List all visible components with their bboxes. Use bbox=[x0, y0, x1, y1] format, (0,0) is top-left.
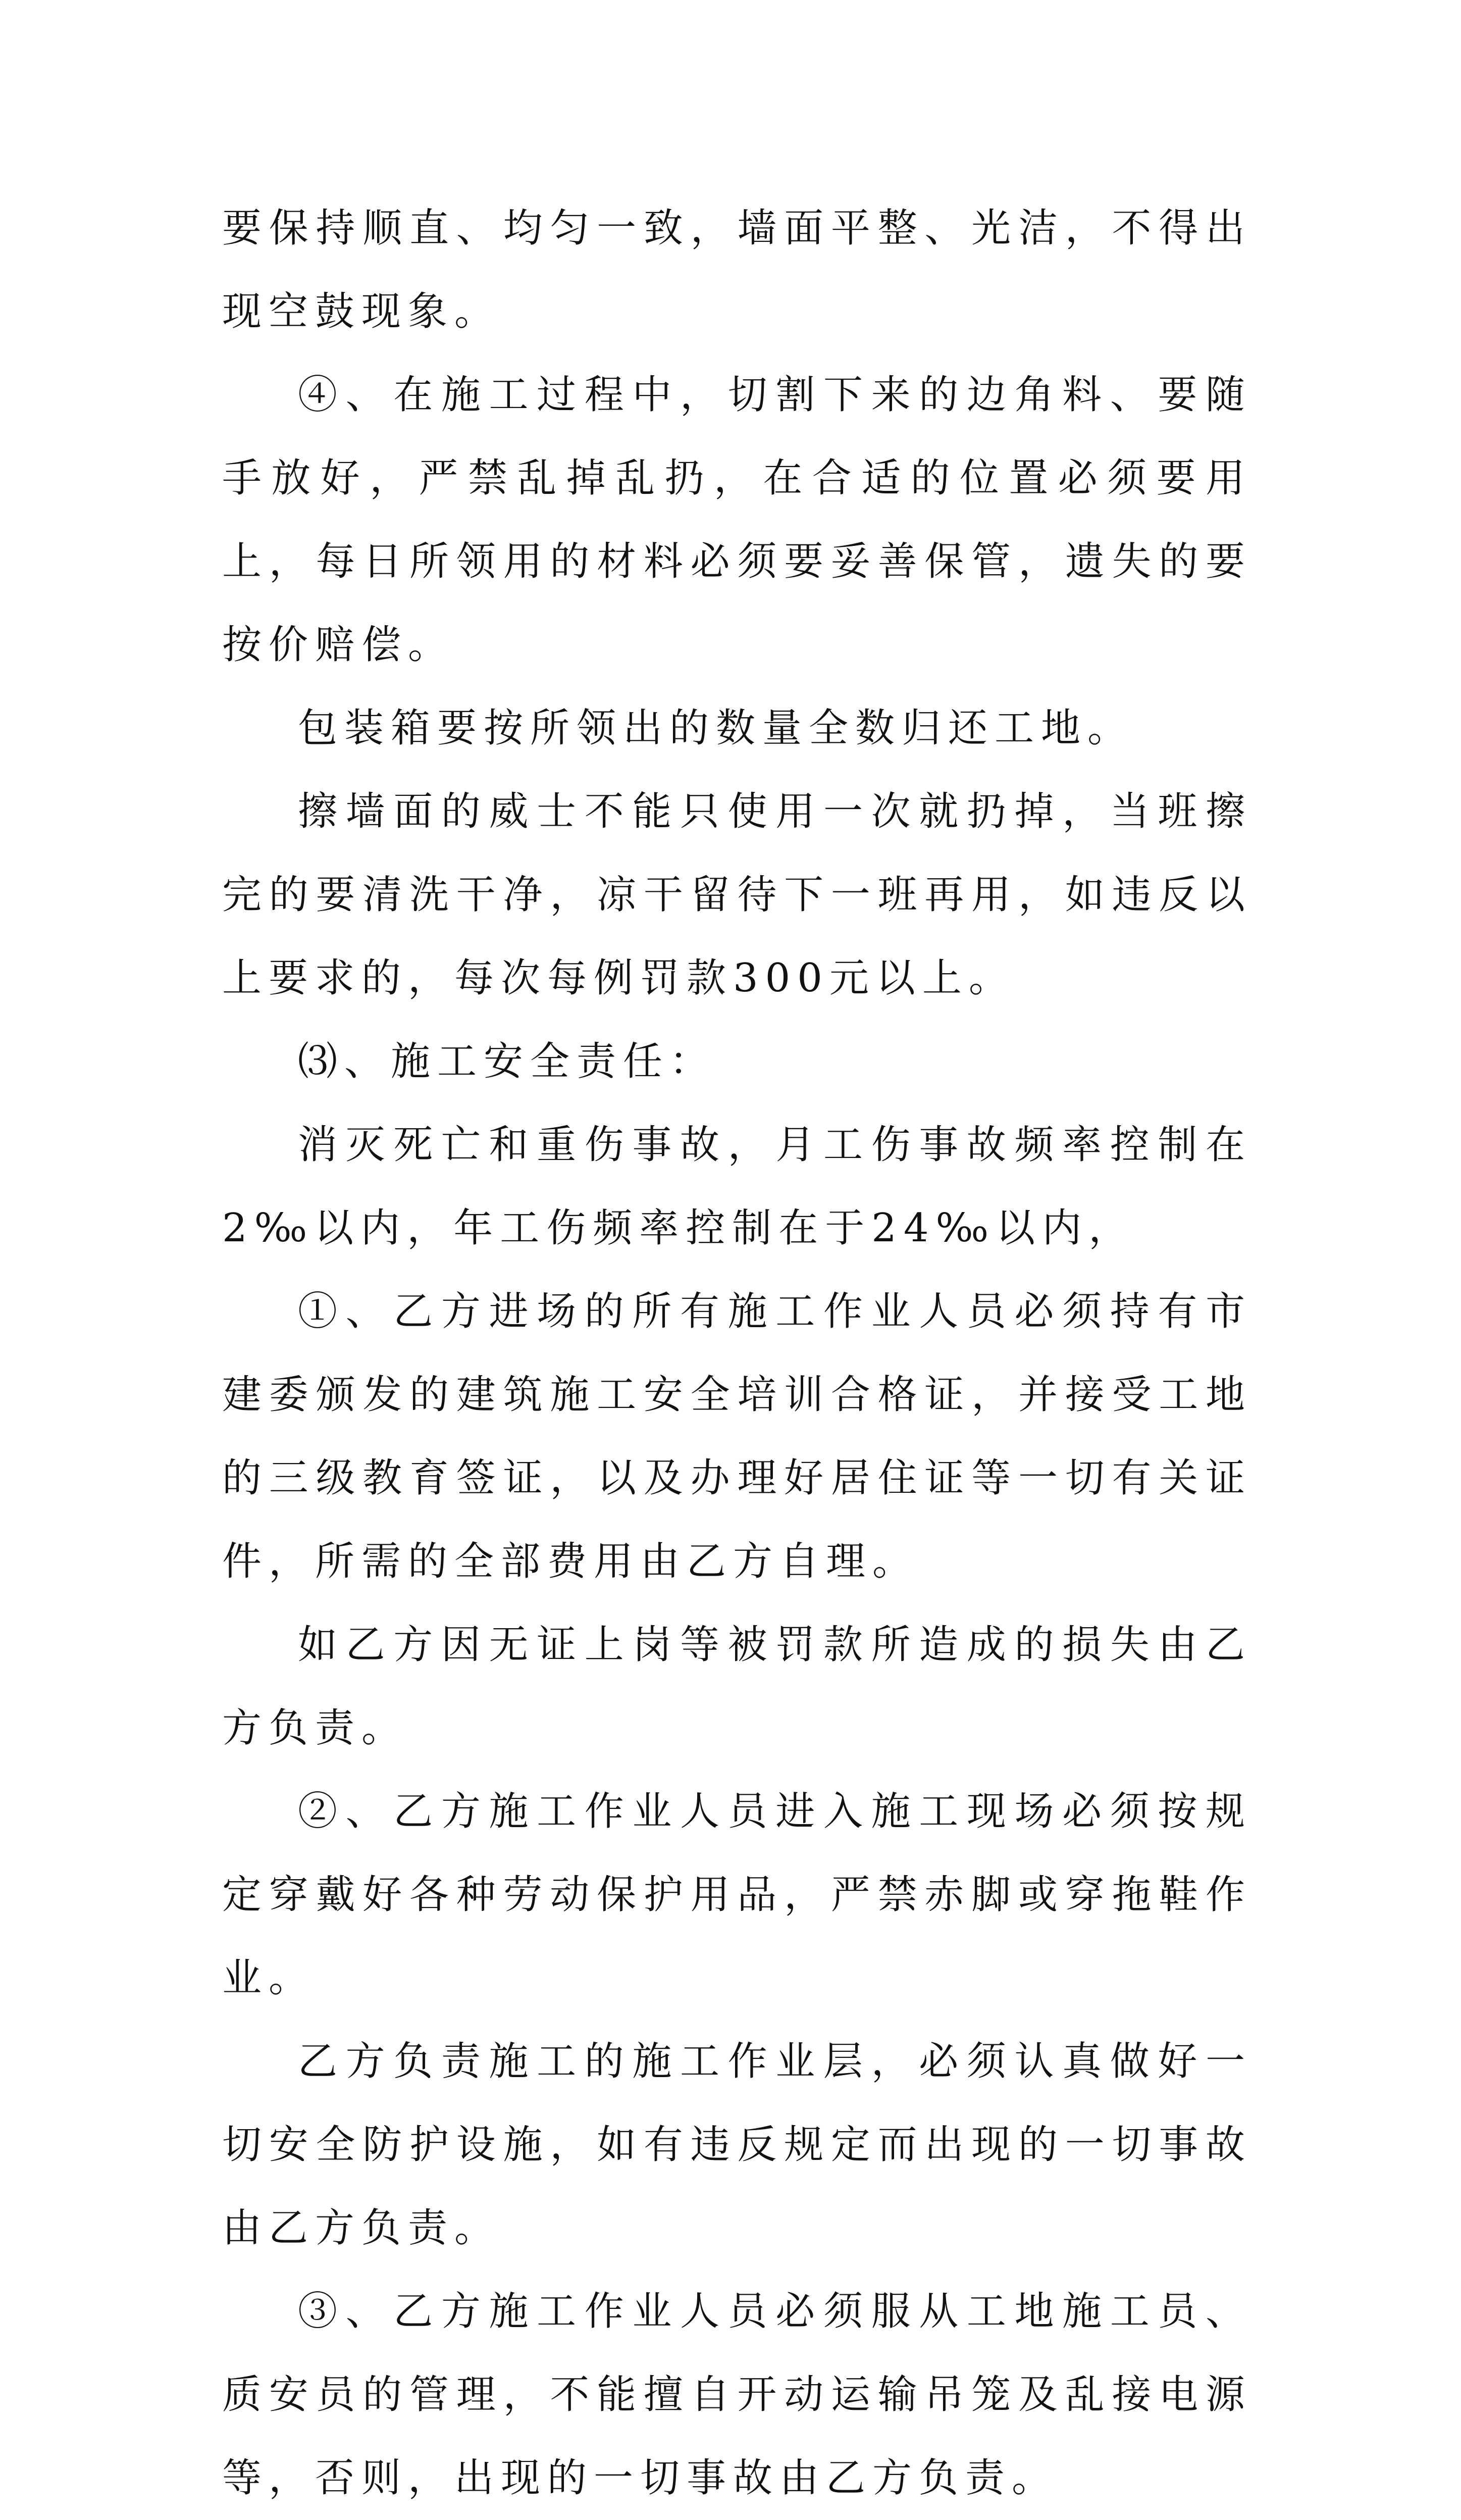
paragraph: ③、乙方施工作业人员必须服从工地施工员、质安员的管理，不能擅自开动运输吊笼及乱接电源等，否则，出现的一切事故由乙方负责。 bbox=[222, 2289, 1252, 2501]
paragraph: 乙方负责施工的施工作业层，必须认真做好一切安全防护设施，如有违反规定而出现的一切事故由乙方负责。 bbox=[222, 2039, 1252, 2251]
paragraph: ①、乙方进场的所有施工作业人员必须持有市建委颁发的建筑施工安全培训合格证，并接受工地的三级教育签证，以及办理好居住证等一切有关证件，所需的全部费用由乙方自理。 bbox=[222, 1289, 1252, 1584]
paragraph: 要保持顺直、均匀一致，墙面平整、光洁，不得出现空鼓现象。 bbox=[222, 206, 1252, 334]
paragraph: 如乙方因无证上岗等被罚款所造成的损失由乙方负责。 bbox=[222, 1622, 1252, 1751]
paragraph: ②、乙方施工作业人员进入施工现场必须按规定穿戴好各种劳动保护用品，严禁赤脚或穿拖鞋作业。 bbox=[222, 1789, 1252, 2001]
paragraph: 包装箱要按所领出的数量全数归还工地。 bbox=[298, 705, 1134, 751]
paragraph: ④、在施工过程中，切割下来的边角料、要随手放好，严禁乱掉乱扔，在合适的位置必须要用上，每日所领用的材料必须要妥善保管，遗失的要按价赔偿。 bbox=[222, 372, 1252, 668]
paragraph: 擦墙面的威士不能只使用一次就扔掉，当班擦完的要清洗干净，凉干留待下一班再用，如违反以上要求的，每次每例罚款300元以上。 bbox=[222, 789, 1252, 1001]
paragraph: 消灭死亡和重伤事故，月工伤事故频率控制在2‰以内，年工伤频率控制在于24‰以内， bbox=[222, 1122, 1252, 1251]
section-heading: ⑶、施工安全责任： bbox=[298, 1039, 716, 1084]
document-body bbox=[222, 187, 1252, 2520]
